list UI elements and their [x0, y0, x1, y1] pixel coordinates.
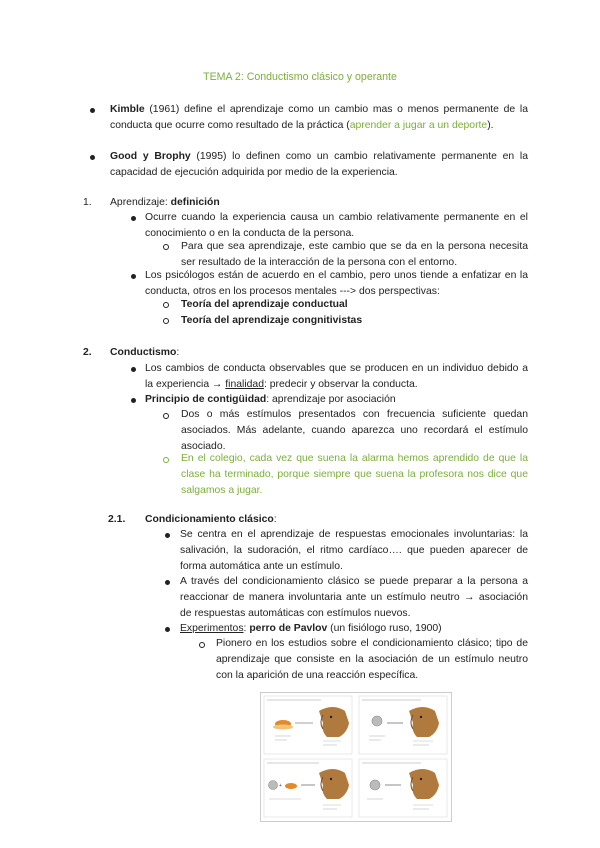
section-1-bullet-2: Los psicólogos están de acuerdo en el cambio, pero unos tiende a enfatizar en la conducta, otros en los procesos mentales ---> dos perspectivas: [145, 270, 528, 297]
section-1-heading [110, 195, 220, 211]
finalidad-term: finalidad [225, 378, 264, 390]
kimble-text: (1961) define el aprendizaje como un cambio mas o menos permanente de la conducta que ocurre como resultado de la práctica ( [110, 104, 528, 131]
finalidad-text: : predecir y observar la conducta. [264, 378, 418, 390]
author-kimble: Kimble [110, 104, 145, 115]
bullet-icon [165, 533, 170, 538]
conductismo-definition: Los cambios de conducta observables que se producen en un individuo debido a la experiencia → [145, 363, 528, 390]
section-2-1-colon: : [273, 514, 277, 525]
section-2-colon: : [176, 347, 180, 358]
good-brophy-definition [110, 149, 528, 181]
sub-bullet-icon [199, 642, 205, 648]
pavlov-illustration [261, 693, 451, 821]
kimble-definition [110, 102, 528, 134]
kimble-end: ). [487, 119, 494, 131]
sub-bullet-icon [163, 457, 169, 463]
section-2-1-bullet-1: Se centra en el aprendizaje de respuestas emocionales involuntarias: la salivación, la sudoración, el ritmo cardíaco…. que pueden aparecer de forma automática ante un estímulo. [180, 529, 528, 572]
title-topic-name: : Conductismo clásico y operante [240, 71, 397, 83]
experimentos-term: Experimentos [180, 623, 244, 634]
sub-bullet-icon [163, 318, 169, 324]
theory-conductual [181, 297, 348, 313]
section-2-1-bullet-3 [180, 621, 528, 637]
bullet-icon [90, 155, 95, 160]
section-2-1-sub-bullet: Pionero en los estudios sobre el condicionamiento clásico; tipo de aprendizaje que consiste en la asociación de un estímulo neutro con la aparición de una reacción específica. [216, 638, 528, 681]
section-1-sub-bullet-1: Para que sea aprendizaje, este cambio que se da en la persona necesita ser resultado de la interacción de la persona con el entorno. [181, 241, 528, 268]
title-topic-number: TEMA 2 [203, 71, 241, 83]
section-2-heading [110, 345, 179, 361]
pavlov-dog: perro de Pavlov [249, 623, 328, 634]
experimentos-colon: : [243, 623, 250, 634]
good-brophy-text: (1995) lo definen como un cambio relativamente permanente en la capacidad de ejecución adquirida por medio de la experiencia. [110, 151, 528, 178]
bullet-icon [131, 367, 136, 372]
theory-conductual-label: Teoría del aprendizaje conductual [181, 299, 348, 310]
theory-cognitivista [181, 313, 362, 329]
section-1-number: 1. [83, 197, 92, 208]
bullet-icon [131, 274, 136, 279]
sub-bullet-icon [163, 302, 169, 308]
section-2-example: En el colegio, cada vez que suena la alarma hemos aprendido de que la clase ha terminado, porque siempre que suena la profesora nos dice que salgamos a jugar. [181, 453, 528, 496]
sub-bullet-icon [163, 244, 169, 250]
kimble-example: aprender a jugar a un deporte [349, 119, 488, 131]
bullet-icon [165, 580, 170, 585]
section-2-title: Conductismo [110, 347, 177, 358]
bullet-icon [131, 398, 136, 403]
theory-cognitivista-label: Teoría del aprendizaje congnitivistas [181, 315, 363, 326]
section-2-bullet-1 [145, 361, 528, 393]
principio-contiguidad-text: : aprendizaje por asociación [266, 394, 396, 405]
svg-text:+: + [279, 783, 282, 789]
bullet-icon [90, 108, 95, 113]
section-1-label: Aprendizaje: [110, 197, 171, 208]
principio-contiguidad: Principio de contigüidad [145, 394, 267, 405]
section-1-label-bold: definición [170, 197, 220, 208]
section-2-sub-bullet-1: Dos o más estímulos presentados con frecuencia suficiente quedan asociados. Más adelante, cuando aparezca uno recordará el estímulo asociado. [181, 409, 528, 452]
section-2-number: 2. [83, 347, 92, 358]
pavlov-detail: (un fisiólogo ruso, 1900) [327, 623, 442, 634]
author-good-brophy: Good y Brophy [110, 151, 191, 162]
pavlov-experiment-figure [260, 692, 452, 822]
section-2-1-number: 2.1. [108, 514, 126, 525]
section-2-bullet-2 [145, 392, 528, 408]
section-1-bullet-1: Ocurre cuando la experiencia causa un cambio relativamente permanente en el conocimiento o en la conducta de la persona. [145, 212, 528, 239]
sub-bullet-icon [163, 413, 169, 419]
section-2-1-bullet-2: A través del condicionamiento clásico se puede preparar a la persona a reaccionar de manera involuntaria ante un estímulo neutro → asociación de respuestas automáticas con estímulos nuevos. [180, 576, 528, 619]
bullet-icon [165, 627, 170, 632]
bullet-icon [131, 216, 136, 221]
section-2-1-title: Condicionamiento clásico [145, 514, 274, 525]
section-2-1-heading [145, 512, 277, 528]
page-title [0, 70, 600, 86]
